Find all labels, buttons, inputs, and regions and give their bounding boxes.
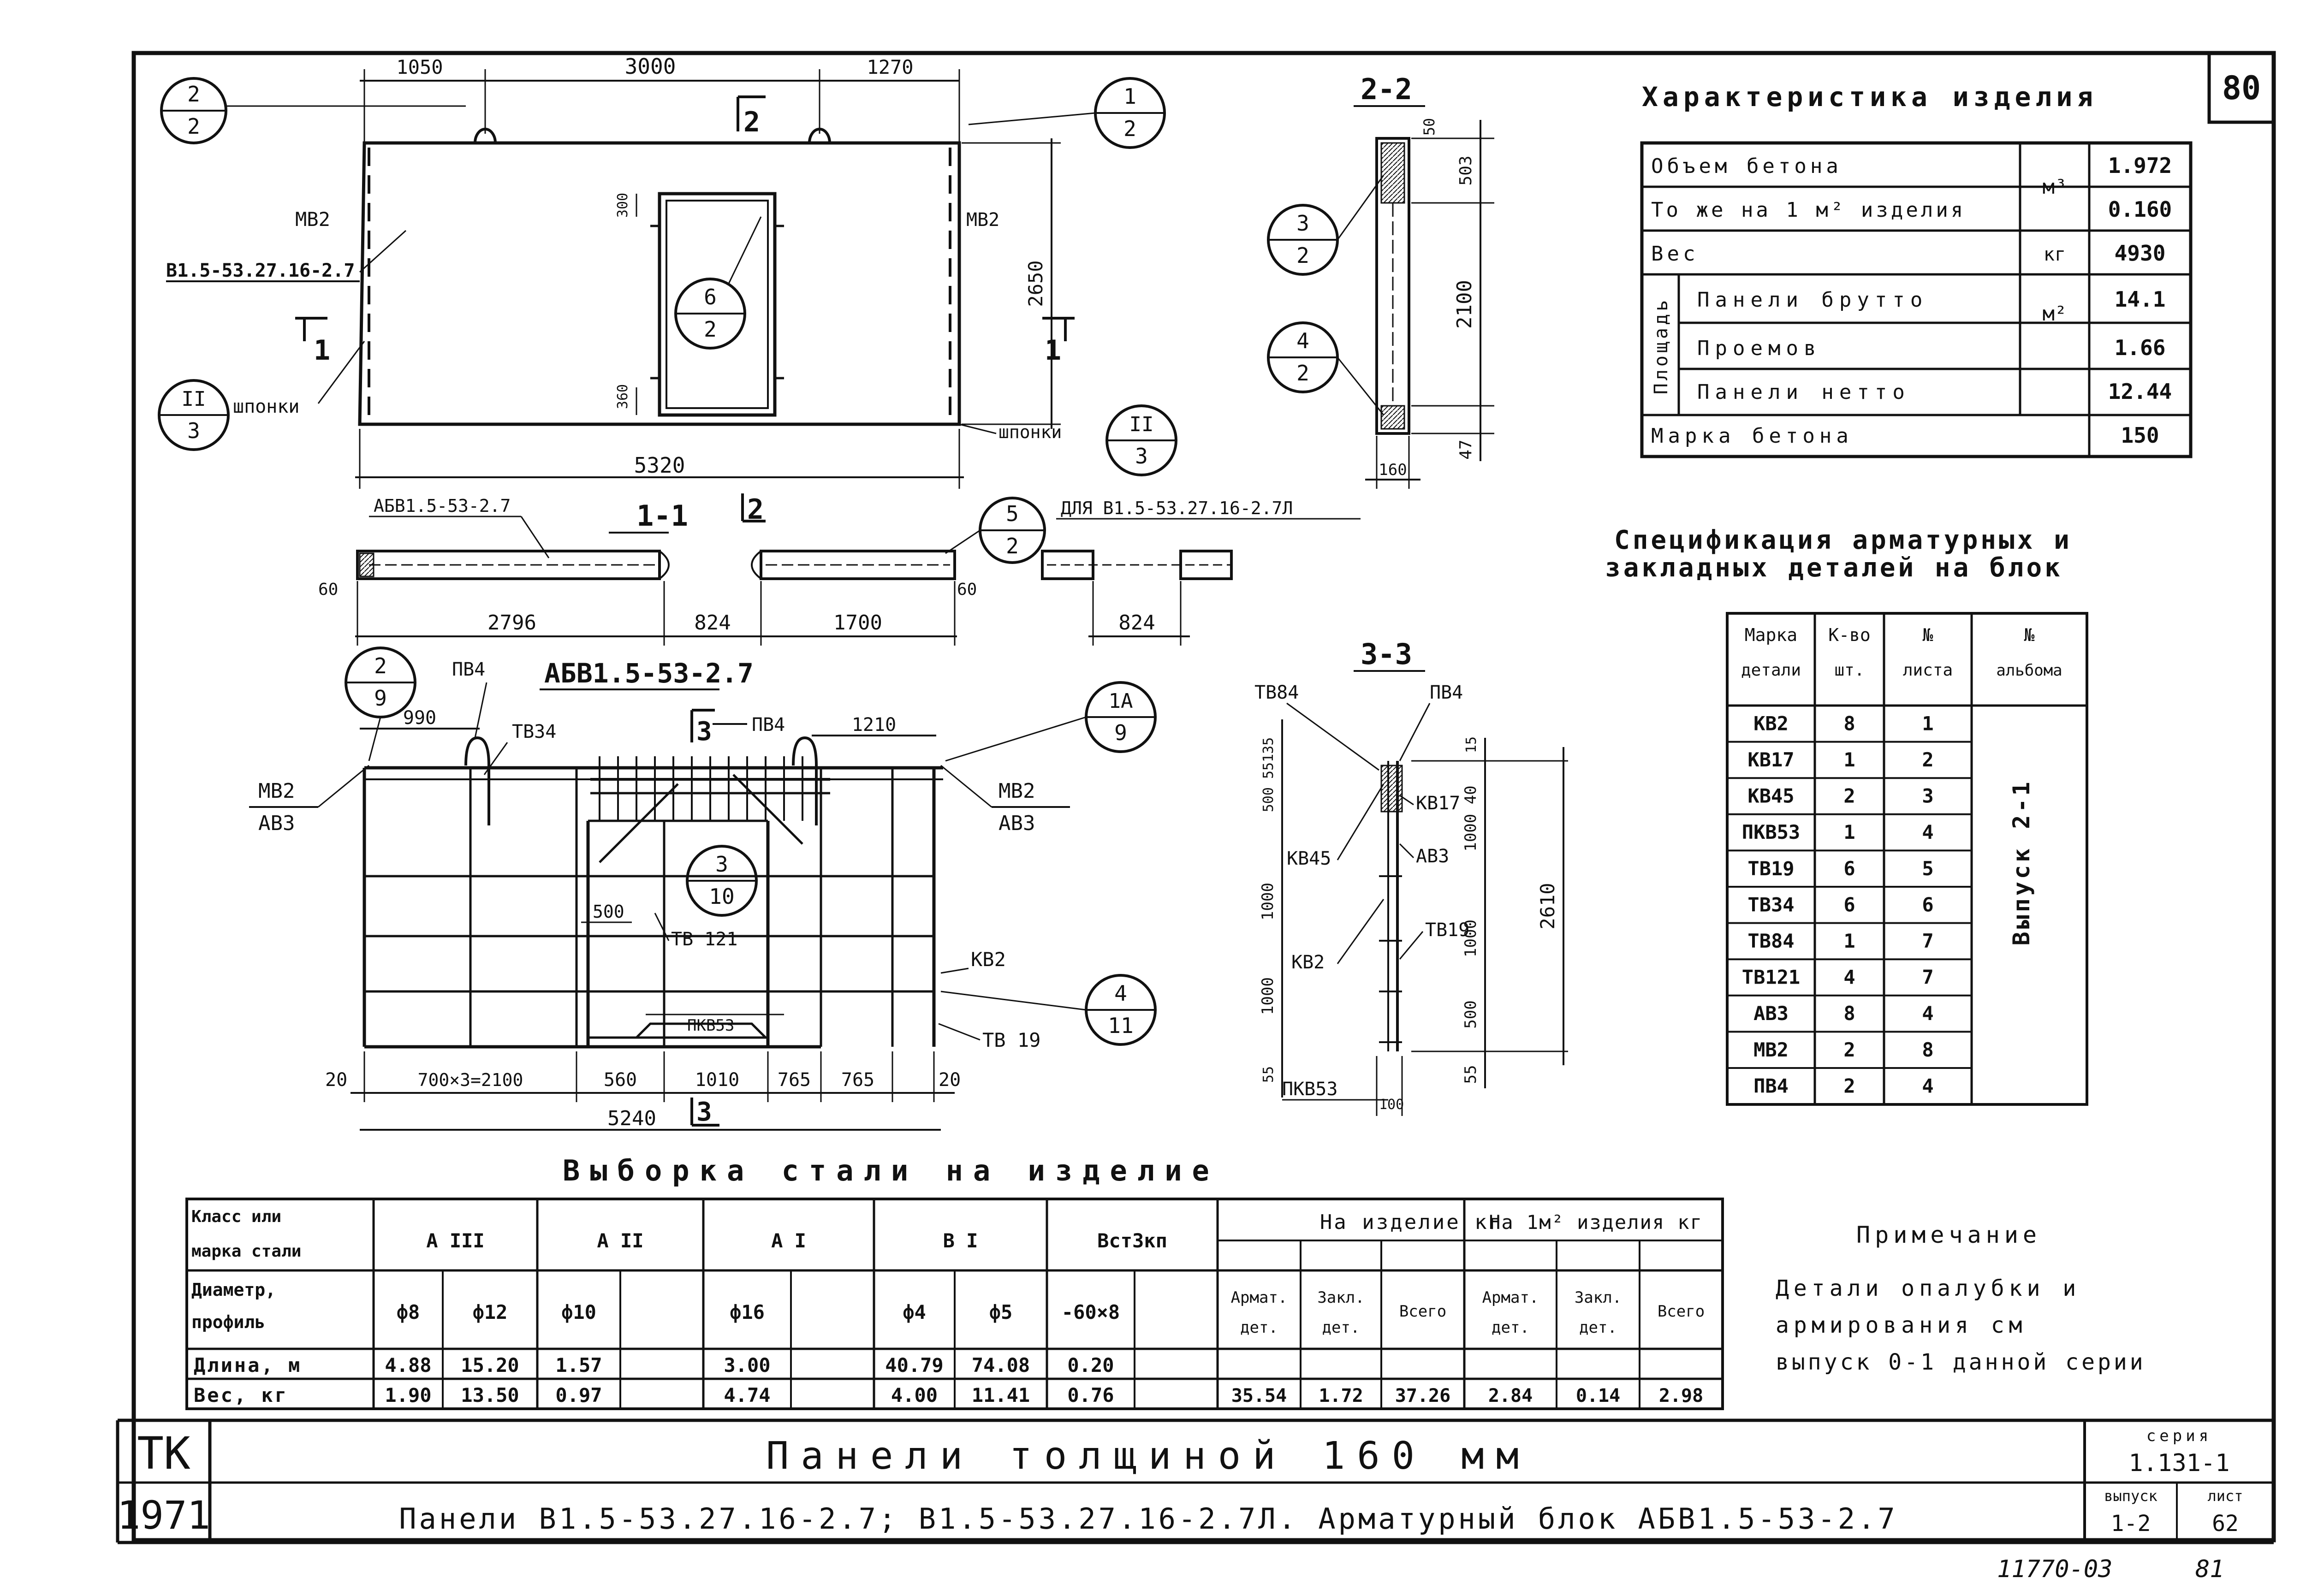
steel-wt-1: 13.50 bbox=[461, 1384, 519, 1406]
svg-text:2: 2 bbox=[187, 82, 200, 107]
dim-100: 100 bbox=[1379, 1097, 1404, 1113]
svg-text:3: 3 bbox=[187, 418, 200, 443]
section-2-2-title: 2-2 bbox=[1361, 72, 1412, 106]
spec-cell: 1 bbox=[1843, 748, 1855, 771]
dim-1700: 1700 bbox=[833, 611, 882, 635]
spec-cell: 2 bbox=[1922, 748, 1934, 771]
label-panel: В1.5-53.27.16-2.7 bbox=[166, 260, 355, 281]
char-area-group-label: Площадь bbox=[1651, 297, 1672, 395]
svg-text:4: 4 bbox=[1296, 328, 1309, 353]
svg-text:9: 9 bbox=[1114, 720, 1127, 745]
label-pv4-3-3: ПВ4 bbox=[1430, 682, 1463, 703]
char-concrete-label: Марка бетона bbox=[1651, 424, 1853, 448]
steel-diam-7: ф5 bbox=[989, 1301, 1013, 1323]
char-area-1-label: Проемов bbox=[1697, 337, 1822, 360]
label-pv4-left: ПВ4 bbox=[452, 659, 486, 680]
spec-cell: 8 bbox=[1922, 1038, 1934, 1061]
steel-diam-4: ф16 bbox=[730, 1301, 765, 1323]
note-title: Примечание bbox=[1856, 1222, 2042, 1248]
steel-h-total: На изделие кг bbox=[1319, 1210, 1503, 1234]
steel-total-1: 1.72 bbox=[1319, 1385, 1363, 1406]
title-block bbox=[117, 1420, 2274, 1543]
footer-page: 81 bbox=[2195, 1555, 2224, 1583]
svg-text:2: 2 bbox=[1296, 361, 1309, 386]
spec-cell: 4 bbox=[1843, 966, 1855, 989]
dim-60-left: 60 bbox=[318, 580, 339, 599]
specification-table bbox=[1605, 525, 2087, 1104]
steel-subhead-4-a: Закл. bbox=[1574, 1288, 1622, 1307]
note-line-1: армирования см bbox=[1776, 1312, 2027, 1338]
label-tv84: ТВ84 bbox=[1254, 682, 1299, 703]
svg-text:11: 11 bbox=[1108, 1013, 1134, 1038]
tb-subtitle: Панели В1.5-53.27.16-2.7; В1.5-53.27.16-2.7Л. Арматурный блок АБВ1.5-53-2.7 bbox=[399, 1502, 1898, 1536]
steel-wt-7: 11.41 bbox=[971, 1384, 1030, 1406]
variant-dim-824: 824 bbox=[1118, 611, 1155, 635]
spec-cell: ТВ19 bbox=[1747, 857, 1795, 880]
window-inner bbox=[666, 201, 768, 408]
callout-4-11 bbox=[941, 975, 1155, 1044]
dim-560: 560 bbox=[603, 1069, 637, 1091]
label-tv19-3-3: ТВ19 bbox=[1425, 920, 1470, 941]
steel-wt-4: 4.74 bbox=[724, 1384, 771, 1406]
tb-org: ТК bbox=[137, 1428, 190, 1479]
dim-1000a: 1000 bbox=[1462, 920, 1480, 957]
section-3-3 bbox=[1254, 637, 1568, 1116]
dim-990: 990 bbox=[403, 707, 437, 729]
label-av3-left: АВ3 bbox=[258, 812, 295, 835]
steel-diam-8: -60×8 bbox=[1061, 1301, 1120, 1323]
steel-len-8: 0.20 bbox=[1067, 1354, 1114, 1376]
dim-1010: 1010 bbox=[695, 1069, 740, 1091]
svg-text:2: 2 bbox=[1006, 534, 1019, 558]
callout-3-2 bbox=[1268, 175, 1384, 274]
steel-class-3: В I bbox=[943, 1229, 978, 1252]
dim-55-l: 55 bbox=[1260, 1066, 1277, 1083]
steel-subhead-3-b: дет. bbox=[1492, 1318, 1529, 1337]
svg-text:2: 2 bbox=[187, 114, 200, 139]
spec-h3-l1: № bbox=[2024, 625, 2035, 645]
steel-len-1: 15.20 bbox=[461, 1354, 519, 1376]
dim-15: 15 bbox=[1463, 736, 1480, 754]
spec-title-1: Спецификация арматурных и bbox=[1614, 525, 2072, 555]
label-pkv53: ПКВ53 bbox=[687, 1016, 735, 1035]
tb-year: 1971 bbox=[117, 1493, 211, 1538]
note-line-2: выпуск 0-1 данной серии bbox=[1776, 1349, 2146, 1375]
steel-class-4: Вст3кп bbox=[1097, 1229, 1167, 1252]
dim-5240: 5240 bbox=[607, 1107, 656, 1130]
note bbox=[1776, 1222, 2146, 1375]
dim-2796: 2796 bbox=[487, 611, 536, 635]
dim-2100: 2100 bbox=[1453, 280, 1476, 329]
steel-subhead-4-b: дет. bbox=[1579, 1318, 1617, 1337]
dim-1000-40: 1000 40 bbox=[1462, 785, 1480, 852]
spec-cell: 1 bbox=[1843, 930, 1855, 953]
char-area-2-label: Панели нетто bbox=[1697, 380, 1910, 404]
callout-2-2 bbox=[161, 78, 466, 143]
spec-cell: АВ3 bbox=[1753, 1002, 1789, 1025]
char-row-0-value: 1.972 bbox=[2108, 153, 2172, 178]
steel-total-3: 2.84 bbox=[1488, 1385, 1533, 1406]
loop-pv4-mid bbox=[793, 738, 816, 825]
steel-subhead-5-a: Всего bbox=[1657, 1302, 1705, 1321]
steel-wt-0: 1.90 bbox=[385, 1384, 432, 1406]
spec-h0-l1: Марка bbox=[1744, 625, 1798, 645]
label-mv2-right: МВ2 bbox=[966, 209, 1000, 231]
spec-cell: ТВ34 bbox=[1747, 893, 1795, 916]
steel-subhead-1-a: Закл. bbox=[1317, 1288, 1365, 1307]
footer-stamp: 11770-03 bbox=[1997, 1555, 2113, 1583]
cut-mark-2-section: 2 bbox=[747, 493, 764, 526]
dim-765a: 765 bbox=[777, 1069, 811, 1091]
variant-label: ДЛЯ В1.5-53.27.16-2.7Л bbox=[1061, 498, 1293, 518]
dim-20-left: 20 bbox=[325, 1069, 348, 1091]
svg-text:4: 4 bbox=[1114, 981, 1127, 1006]
char-row-0-unit: м³ bbox=[2042, 175, 2067, 199]
steel-diam-0: ф8 bbox=[396, 1301, 420, 1323]
steel-h-diam-1: Диаметр, bbox=[191, 1280, 276, 1300]
steel-h-class-1: Класс или bbox=[191, 1207, 282, 1226]
char-row-1-label: То же на 1 м² изделия bbox=[1651, 198, 1966, 222]
svg-text:2: 2 bbox=[704, 317, 717, 342]
spec-cell: 3 bbox=[1922, 784, 1934, 807]
dim-3000: 3000 bbox=[624, 54, 676, 79]
svg-text:1А: 1А bbox=[1108, 689, 1133, 713]
steel-diam-6: ф4 bbox=[903, 1301, 926, 1323]
label-kv17: КВ17 bbox=[1416, 793, 1461, 814]
svg-text:9: 9 bbox=[374, 686, 387, 711]
spec-cell: 6 bbox=[1843, 857, 1855, 880]
steel-title: Выборка стали на изделие bbox=[563, 1154, 1219, 1187]
dim-1000-l1: 1000 bbox=[1259, 883, 1277, 920]
label-av3-3-3: АВ3 bbox=[1416, 846, 1450, 867]
char-area-1-value: 1.66 bbox=[2114, 335, 2166, 360]
steel-len-0: 4.88 bbox=[385, 1354, 432, 1376]
label-mv2-right: МВ2 bbox=[998, 779, 1035, 803]
spec-h2-l1: № bbox=[1922, 625, 1933, 645]
tb-sheet: 62 bbox=[2212, 1511, 2239, 1537]
steel-class-1: А II bbox=[597, 1229, 644, 1252]
cut-mark-3-bottom: 3 bbox=[696, 1097, 712, 1127]
spec-cell: 4 bbox=[1922, 821, 1934, 844]
svg-text:2: 2 bbox=[1123, 116, 1136, 141]
svg-text:3: 3 bbox=[1296, 211, 1309, 236]
steel-h-class-2: марка стали bbox=[191, 1242, 302, 1261]
dim-2650: 2650 bbox=[1024, 260, 1047, 307]
char-area-0-label: Панели брутто bbox=[1697, 288, 1928, 312]
steel-total-0: 35.54 bbox=[1231, 1385, 1287, 1406]
spec-h3-l2: альбома bbox=[1996, 661, 2062, 680]
spec-h1-l2: шт. bbox=[1834, 661, 1865, 680]
dim-20-right: 20 bbox=[939, 1069, 961, 1091]
steel-h-per-m2: На 1м² изделия кг bbox=[1489, 1211, 1703, 1234]
dim-1270: 1270 bbox=[867, 56, 914, 78]
spec-cell: 6 bbox=[1922, 893, 1934, 916]
steel-total-5: 2.98 bbox=[1658, 1385, 1704, 1406]
char-row-2-label: Вес bbox=[1651, 242, 1699, 266]
tb-sheet-label: лист bbox=[2207, 1487, 2243, 1505]
label-tv121: ТВ 121 bbox=[671, 929, 738, 950]
svg-text:II: II bbox=[1129, 413, 1154, 436]
label-kv2-3-3: КВ2 bbox=[1291, 952, 1325, 973]
steel-total-2: 37.26 bbox=[1395, 1385, 1451, 1406]
label-shponki-right: шпонки bbox=[998, 422, 1062, 442]
spec-title-2: закладных деталей на блок bbox=[1605, 553, 2063, 583]
dim-500-3-3: 500 bbox=[1462, 1000, 1480, 1029]
callout-5-2 bbox=[945, 498, 1045, 563]
characteristics-table bbox=[1642, 81, 2191, 457]
svg-text:6: 6 bbox=[704, 285, 717, 309]
steel-table bbox=[187, 1154, 1723, 1409]
spec-cell: ТВ84 bbox=[1747, 930, 1795, 953]
dim-765b: 765 bbox=[841, 1069, 875, 1091]
steel-subhead-1-b: дет. bbox=[1322, 1318, 1360, 1337]
char-row-0-label: Объем бетона bbox=[1651, 154, 1842, 178]
steel-diam-1: ф12 bbox=[472, 1301, 508, 1323]
lintel-cage bbox=[590, 756, 830, 862]
spec-album: Выпуск 2-1 bbox=[2008, 779, 2035, 946]
section-1-1 bbox=[318, 493, 1361, 646]
callout-3-10 bbox=[687, 846, 756, 915]
label-tv34: ТВ34 bbox=[512, 721, 557, 742]
dim-503: 503 bbox=[1456, 155, 1475, 186]
dim-5320: 5320 bbox=[634, 453, 685, 478]
steel-len-4: 3.00 bbox=[724, 1354, 771, 1376]
label-pkv53-3-3: ПКВ53 bbox=[1282, 1079, 1338, 1100]
cut-mark-2-top: 2 bbox=[743, 106, 761, 138]
spec-cell: 7 bbox=[1922, 966, 1934, 989]
spec-cell: ТВ121 bbox=[1741, 966, 1801, 989]
tb-issue-label: выпуск bbox=[2104, 1487, 2157, 1505]
section-3-3-title: 3-3 bbox=[1361, 637, 1412, 671]
steel-wt-6: 4.00 bbox=[891, 1384, 938, 1406]
spec-cell: 5 bbox=[1922, 857, 1934, 880]
section-2-2 bbox=[1268, 72, 1494, 489]
spec-h0-l2: детали bbox=[1741, 661, 1801, 680]
dim-1000-l2: 1000 bbox=[1259, 977, 1277, 1015]
char-area-0-value: 14.1 bbox=[2114, 287, 2166, 312]
callout-4-2 bbox=[1268, 323, 1384, 415]
label-mv2-left: МВ2 bbox=[295, 208, 330, 231]
spec-rows bbox=[1727, 712, 1972, 1097]
characteristics-title: Характеристика изделия bbox=[1642, 81, 2098, 113]
spec-cell: 8 bbox=[1843, 712, 1855, 735]
svg-text:3: 3 bbox=[1135, 444, 1148, 469]
cut-mark-1-left: 1 bbox=[314, 334, 331, 367]
dim-50: 50 bbox=[1420, 118, 1438, 136]
char-area-unit: м² bbox=[2042, 302, 2067, 326]
block-view-title: АБВ1.5-53-2.7 bbox=[544, 658, 754, 689]
dim-1210: 1210 bbox=[851, 714, 897, 736]
char-row-2-value: 4930 bbox=[2114, 241, 2166, 266]
char-area-2-value: 12.44 bbox=[2108, 379, 2172, 404]
callout-6-2 bbox=[676, 217, 761, 348]
spec-cell: 1 bbox=[1922, 712, 1934, 735]
callout-1A-9 bbox=[945, 682, 1155, 761]
steel-diam-2: ф10 bbox=[561, 1301, 596, 1323]
dim-500: 500 bbox=[593, 902, 624, 922]
tb-series: 1.131-1 bbox=[2128, 1449, 2230, 1477]
tb-issue: 1-2 bbox=[2110, 1511, 2151, 1537]
char-concrete-value: 150 bbox=[2121, 423, 2159, 448]
spec-cell: ПКВ53 bbox=[1741, 821, 1801, 844]
label-tv19: ТВ 19 bbox=[982, 1029, 1041, 1051]
callout-II-3-left bbox=[159, 380, 228, 450]
label-mv2-left: МВ2 bbox=[258, 779, 295, 803]
svg-text:II: II bbox=[181, 387, 206, 411]
svg-text:2: 2 bbox=[374, 653, 387, 678]
steel-wt-2: 0.97 bbox=[555, 1384, 602, 1406]
steel-subhead-0-a: Армат. bbox=[1230, 1288, 1288, 1307]
label-kv2: КВ2 bbox=[971, 948, 1006, 971]
spec-cell: МВ2 bbox=[1753, 1038, 1789, 1061]
spec-cell: 4 bbox=[1922, 1074, 1934, 1098]
cut-mark-1-right: 1 bbox=[1045, 334, 1062, 367]
section-1-1-title: 1-1 bbox=[636, 499, 688, 533]
steel-h-diam-2: профиль bbox=[191, 1312, 266, 1332]
callout-II-3-right bbox=[1107, 406, 1176, 475]
dim-60-right: 60 bbox=[957, 580, 977, 599]
cut-mark-3-top: 3 bbox=[696, 717, 712, 747]
label-pv4-mid: ПВ4 bbox=[752, 714, 785, 736]
steel-wt-8: 0.76 bbox=[1067, 1384, 1114, 1406]
spec-cell: 2 bbox=[1843, 784, 1855, 807]
label-block-1-1: АБВ1.5-53-2.7 bbox=[374, 496, 511, 516]
block-view bbox=[249, 648, 1155, 1130]
spec-cell: 2 bbox=[1843, 1038, 1855, 1061]
sheet-number: 80 bbox=[2222, 69, 2261, 107]
spec-cell: 4 bbox=[1922, 1002, 1934, 1025]
dim-1050: 1050 bbox=[396, 56, 443, 78]
note-line-0: Детали опалубки и bbox=[1776, 1276, 2081, 1301]
svg-text:3: 3 bbox=[715, 852, 728, 877]
svg-text:1: 1 bbox=[1123, 84, 1136, 109]
panel-elevation bbox=[159, 54, 1176, 489]
dim-824: 824 bbox=[694, 611, 731, 635]
spec-cell: КВ45 bbox=[1747, 784, 1795, 807]
svg-text:10: 10 bbox=[709, 884, 735, 909]
spec-cell: КВ17 bbox=[1747, 748, 1795, 771]
steel-h-len: Длина, м bbox=[194, 1354, 302, 1376]
steel-h-wt: Вес, кг bbox=[194, 1384, 289, 1406]
dim-2610: 2610 bbox=[1536, 883, 1559, 930]
steel-len-6: 40.79 bbox=[885, 1354, 944, 1376]
spec-cell: 8 bbox=[1843, 1002, 1855, 1025]
steel-subhead-2-a: Всего bbox=[1399, 1302, 1447, 1321]
tb-title: Панели толщиной 160 мм bbox=[766, 1434, 1531, 1478]
spec-cell: 2 bbox=[1843, 1074, 1855, 1098]
steel-cells bbox=[385, 1288, 1705, 1406]
svg-text:5: 5 bbox=[1006, 501, 1019, 526]
char-row-2-unit: кг bbox=[2043, 244, 2066, 265]
spec-cell: 6 bbox=[1843, 893, 1855, 916]
spec-h1-l1: К-во bbox=[1828, 625, 1871, 645]
dim-160: 160 bbox=[1379, 461, 1407, 479]
steel-len-2: 1.57 bbox=[555, 1354, 602, 1376]
steel-class-2: А I bbox=[771, 1229, 806, 1252]
label-kv45: КВ45 bbox=[1287, 848, 1331, 869]
svg-text:2: 2 bbox=[1296, 243, 1309, 268]
dim-55-3-3: 55 bbox=[1462, 1065, 1480, 1084]
steel-subhead-3-a: Армат. bbox=[1482, 1288, 1539, 1307]
spec-h2-l2: листа bbox=[1902, 661, 1953, 680]
spec-cell: КВ2 bbox=[1753, 712, 1789, 735]
callout-1-2 bbox=[969, 78, 1165, 148]
dim-300: 300 bbox=[615, 192, 631, 218]
label-shponki-left: шпонки bbox=[233, 396, 300, 417]
steel-total-4: 0.14 bbox=[1575, 1385, 1621, 1406]
tb-series-label: серия bbox=[2146, 1427, 2212, 1445]
char-row-1-value: 0.160 bbox=[2108, 197, 2172, 222]
spec-cell: ПВ4 bbox=[1753, 1074, 1789, 1098]
dim-500-55-135: 500 55135 bbox=[1260, 737, 1277, 813]
dim-700x3: 700×3=2100 bbox=[417, 1070, 523, 1090]
dim-360: 360 bbox=[615, 384, 631, 409]
spec-cell: 1 bbox=[1843, 821, 1855, 844]
steel-class-0: А III bbox=[426, 1229, 485, 1252]
callout-2-9 bbox=[346, 648, 415, 761]
steel-len-7: 74.08 bbox=[971, 1354, 1030, 1376]
dim-47: 47 bbox=[1456, 439, 1475, 460]
label-av3-right: АВ3 bbox=[998, 812, 1035, 835]
spec-cell: 7 bbox=[1922, 930, 1934, 953]
steel-subhead-0-b: дет. bbox=[1240, 1318, 1278, 1337]
